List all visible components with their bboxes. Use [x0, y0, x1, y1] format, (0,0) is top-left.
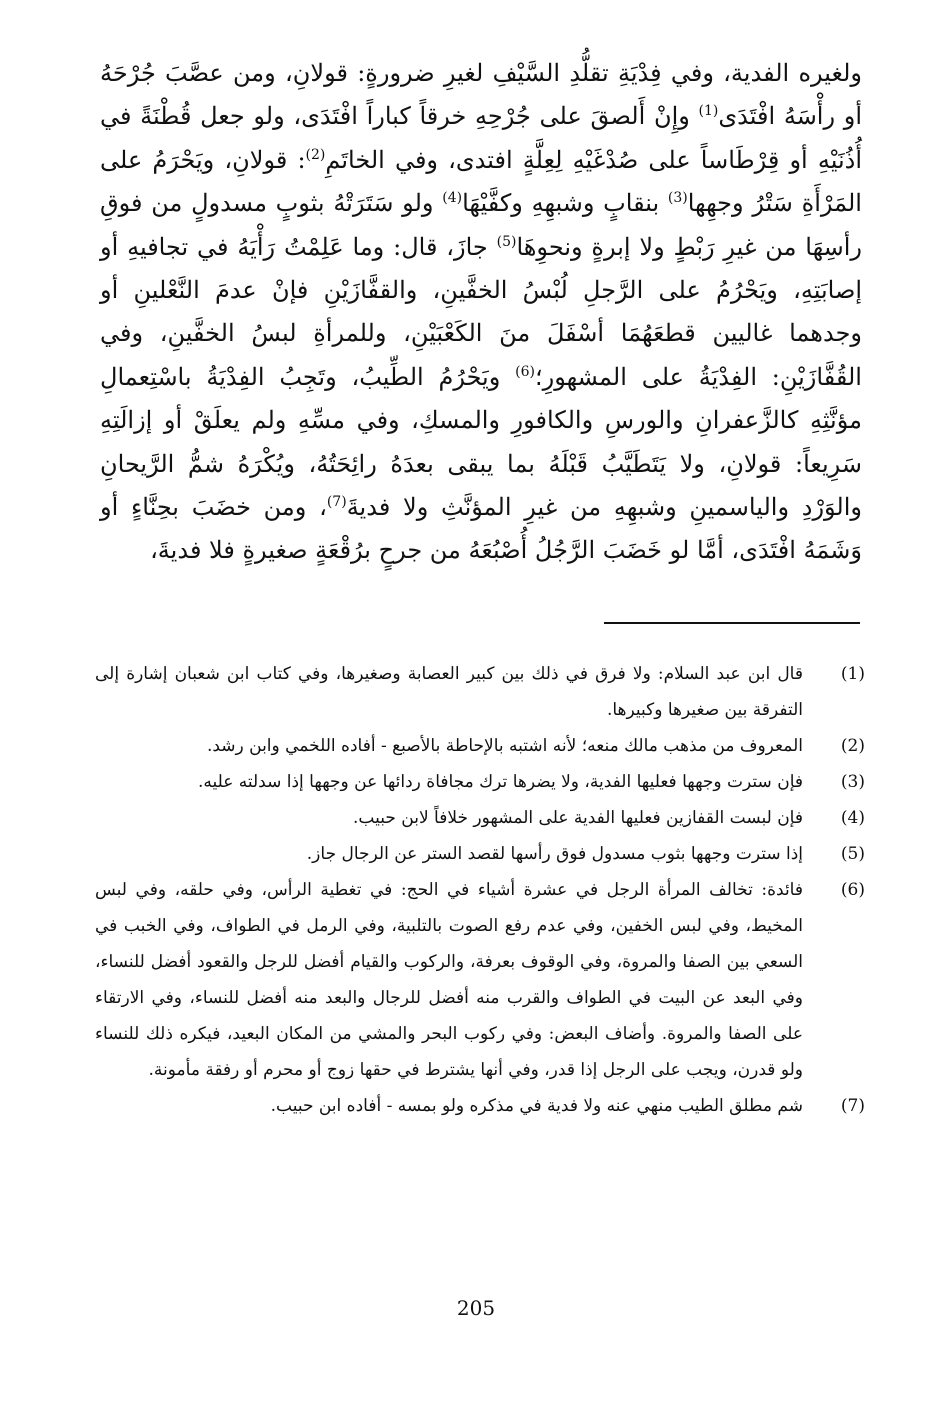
- footnote-ref: (5): [496, 233, 517, 250]
- page-number: 205: [456, 1296, 496, 1320]
- footnote-text: فإن سترت وجهها فعليها الفدية، ولا يضرها ترك مجافاة ردائها عن وجهها إذا سدلته عليه.: [197, 772, 803, 792]
- text-run: وَشَمَهُ افْتَدَى، أمَّا لو خَضَبَ الرَّجُلُ أُصْبُعَهُ من جرحٍ برُقْعَةٍ صغيرةٍ فلا فديةَ،: [150, 536, 862, 565]
- footnote-text: قال ابن عبد السلام: ولا فرق في ذلك بين كبير العصابة وصغيرها، وفي كتاب ابن شعبان إشارة إلى التفرقة بين صغيرها وكبيرها.: [95, 664, 803, 720]
- footnote-ref: (4): [442, 190, 463, 207]
- main-paragraph: [100, 52, 862, 573]
- text-run: أُذُنَيْهِ أو قِرْطَاساً على صُدْغَيْهِ لِعِلَّةٍ افتدى، وفي الخاتَمِ: [325, 145, 862, 174]
- footnote-ref: (6): [515, 363, 535, 380]
- footnote-number: (5): [840, 844, 865, 864]
- footnote: [95, 728, 865, 764]
- text-run: ولو سَتَرَتْهُ بثوبٍ مسدولٍ من فوقِ: [100, 189, 434, 218]
- text-run: والوَرْدِ والياسمينِ وشبهِهِ من غيرِ المؤنَّثِ ولا فديةَ: [346, 493, 862, 522]
- footnote-ref: (1): [698, 103, 719, 120]
- text-run: مؤنَّثِهِ كالزَّعفرانِ والورسِ والكافورِ والمسكِ، وفي مسِّهِ ولم يعلَقْ أو إزالَتِهِ: [100, 406, 862, 435]
- footnote-text: فائدة: تخالف المرأة الرجل في عشرة أشياء في الحج: في تغطية الرأس، وفي حلقه، وفي لبس المخيط، وفي لبس الخفين، وفي عدم رفع الصوت بالتلبية، وفي الرمل في الطواف، وفي الخبب في السعي بين الصفا والمروة، وفي الوقوف بعرفة، والركوب والقيام أفضل للرجل والقعود أفضل للنساء، وفي البعد عن البيت في الطواف والقرب منه أفضل للرجال والبعد منه أفضل للنساء، وفي الارتقاء على الصفا والمروة. وأضاف البعض: وفي ركوب البحر والمشي من المكان البعيد، فيكره ذلك للنساء ولو قدرن، ويجب على الرجل إذا قدر، وفي أنها يشترط في حقها زوج أو محرم أو رفقة مأمونة.: [95, 880, 803, 1080]
- text-run: رأسِهَا من غيرِ رَبْطٍ ولا إبرةٍ ونحوِهَا: [516, 232, 863, 261]
- footnote-text: المعروف من مذهب مالك منعه؛ لأنه اشتبه بالإحاطة بالأصبع - أفاده اللخمي وابن رشد.: [206, 736, 803, 756]
- text-run: سَرِيعاً: قولانِ، ولا يَتَطَيَّبُ قَبْلَهُ بما يبقى بعدَهُ رائِحَتُهُ، ويُكْرَهُ شمُّ الرَّيحانِ: [100, 449, 862, 478]
- footnote-number: (2): [840, 736, 865, 756]
- footnote-number: (7): [840, 1096, 865, 1116]
- footnote-text: شم مطلق الطيب منهي عنه ولا فدية في مذكره ولو بمسه - أفاده ابن حبيب.: [270, 1096, 803, 1116]
- footnote: [95, 800, 865, 836]
- footnote-text: فإن لبست القفازين فعليها الفدية على المشهور خلافاً لابن حبيب.: [353, 808, 803, 828]
- footnote: [95, 1088, 865, 1124]
- text-run: المَرْأَةِ سَتْرُ وجهِها: [687, 189, 862, 218]
- footnote: [95, 764, 865, 800]
- text-run: ويَحْرُمُ الطِّيبُ، وتَجِبُ الفِدْيَةُ باسْتِعمالِ: [100, 362, 501, 391]
- footnote-text: إذا سترت وجهها بثوب مسدول فوق رأسها لقصد الستر عن الرجال جاز.: [306, 844, 803, 864]
- text-run: ولغيره الفدية، وفي فِدْيَةِ تقلُّدِ السَّيْفِ لغيرِ ضرورةٍ: قولانِ، ومن عصَّبَ جُرْحَهُ: [100, 59, 862, 87]
- text-run: أو رأْسَهُ افْتَدَى: [718, 102, 862, 131]
- text-run: : قولانِ، ويَحْرَمُ على: [100, 145, 306, 174]
- text-run: بنقابٍ وشبهِهِ وكفَّيْهَا: [462, 189, 660, 218]
- footnote: [95, 656, 865, 728]
- text-run: إصابَتِهِ، ويَحْرُمُ على الرَّجلِ لُبْسُ الخفَّينِ، والقفَّازَيْنِ فإنْ عدمَ النَّعْلينِ أو: [100, 276, 862, 305]
- footnote-number: (4): [840, 808, 865, 828]
- text-run: وجدهما غاليين قطعَهُمَا أسْفَلَ منَ الكَعْبَيْنِ، وللمرأةِ لبسُ الخفَّينِ، وفي: [100, 319, 862, 348]
- footnote-ref: (7): [326, 494, 347, 511]
- footnote-separator: [604, 622, 860, 624]
- text-run: القُفَّازَيْنِ: الفِدْيَةُ على المشهورِ؛: [534, 362, 862, 391]
- footnote-ref: (2): [305, 146, 326, 163]
- footnotes: [95, 656, 865, 1124]
- text-run: جازَ، قال: وما عَلِمْتُ رَأْيَهُ في تجافيهِ أو: [100, 232, 488, 261]
- footnote: [95, 872, 865, 1088]
- main-text: [100, 52, 862, 573]
- footnote: [95, 836, 865, 872]
- footnote-ref: (3): [667, 190, 688, 207]
- footnote-number: (3): [840, 772, 865, 792]
- footnote-number: (1): [840, 664, 865, 684]
- footnote-number: (6): [840, 880, 865, 900]
- text-run: ، ومن خضَبَ بحِنَّاءٍ أو: [100, 493, 327, 522]
- text-run: وإِنْ أَلصقَ على جُرْحِهِ خرقاً كباراً افْتَدَى، ولو جعل قُطْنَةً في: [100, 102, 690, 131]
